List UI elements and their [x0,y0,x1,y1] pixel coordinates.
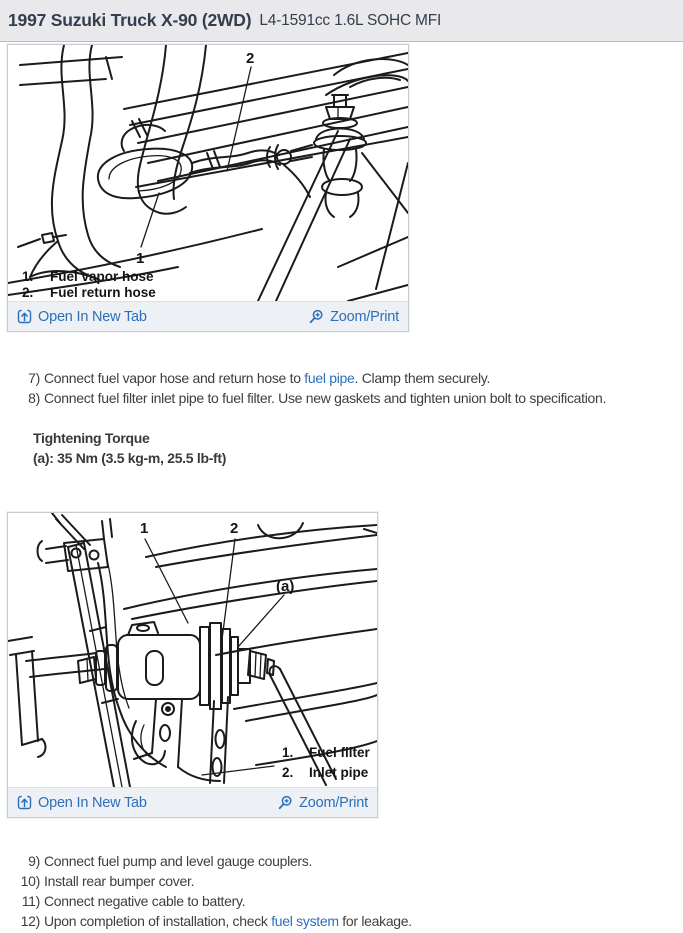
open-in-new-tab-link[interactable] [17,795,147,811]
step-text: Connect negative cable to battery. [44,893,246,909]
figure-2-callout-a: (a) [276,578,295,595]
figure-2-diagram [8,513,377,787]
open-in-new-tab-icon [17,795,32,810]
open-in-new-tab-link[interactable] [17,309,147,325]
fuel-filter-diagram-svg [8,513,377,787]
figure-1-callout-2: 2 [246,50,255,67]
open-in-new-tab-label: Open In New Tab [38,308,147,325]
zoom-print-icon [277,795,293,811]
figure-1-toolbar [8,301,408,331]
figure-2-callout-2: 2 [230,520,239,537]
step-number: 9) [28,853,40,869]
figure-2-legend-num-1: 1. [282,745,294,760]
figure-panel-hoses [7,44,409,332]
figure-2-legend-label-2: Inlet pipe [309,765,369,780]
figure-panel-fuel-filter [7,512,378,818]
vehicle-title: 1997 Suzuki Truck X-90 (2WD) [8,10,252,30]
step-text: Upon completion of installation, check [44,913,272,929]
step-number: 7) [28,370,40,386]
zoom-print-label: Zoom/Print [330,308,399,325]
figure-2-legend-num-2: 2. [282,765,294,780]
step-text: for leakage. [338,913,412,929]
step-number: 10) [20,873,40,889]
figure-1-legend-num-2: 2. [22,285,34,300]
step-number: 8) [28,390,40,406]
figure-1-legend-num-1: 1. [22,269,34,284]
vehicle-header [0,0,683,42]
step-number: 12) [20,913,40,929]
figure-2-legend-label-1: Fuel filter [309,745,370,760]
torque-title: Tightening Torque [33,430,150,446]
step-9 [16,851,683,871]
engine-subtitle: L4-1591cc 1.6L SOHC MFI [259,11,442,29]
step-10 [16,871,683,891]
open-in-new-tab-label: Open In New Tab [38,794,147,811]
figure-2-callout-1: 1 [140,520,149,537]
step-text: Connect fuel pump and level gauge couplers. [44,853,313,869]
steps-lower [16,851,683,931]
zoom-print-link[interactable] [308,309,399,325]
step-number: 11) [21,893,40,909]
step-12 [16,911,683,931]
steps-upper [16,368,683,408]
zoom-print-icon [308,309,324,325]
step-text: Install rear bumper cover. [44,873,195,889]
step-7 [16,368,683,388]
step-text: Connect fuel filter inlet pipe to fuel filter. Use new gaskets and tighten union bolt to specification. [44,390,607,406]
torque-value: (a): 35 Nm (3.5 kg-m, 25.5 lb-ft) [33,450,227,466]
zoom-print-label: Zoom/Print [299,794,368,811]
figure-2-toolbar [8,787,377,817]
figure-1-legend-label-2: Fuel return hose [50,285,156,300]
fuel-pipe-link[interactable]: fuel pipe [304,370,355,386]
figure-1-callout-1: 1 [136,250,145,267]
torque-spec [33,428,683,468]
zoom-print-link[interactable] [277,795,368,811]
fuel-system-link[interactable]: fuel system [271,913,339,929]
step-text: Connect fuel vapor hose and return hose to [44,370,305,386]
open-in-new-tab-icon [17,309,32,324]
figure-1-legend-label-1: Fuel vapor hose [50,269,154,284]
step-11 [16,891,683,911]
step-text: . Clamp them securely. [354,370,491,386]
step-8 [16,388,683,408]
hose-diagram-svg [8,45,408,301]
figure-1-diagram [8,45,408,301]
